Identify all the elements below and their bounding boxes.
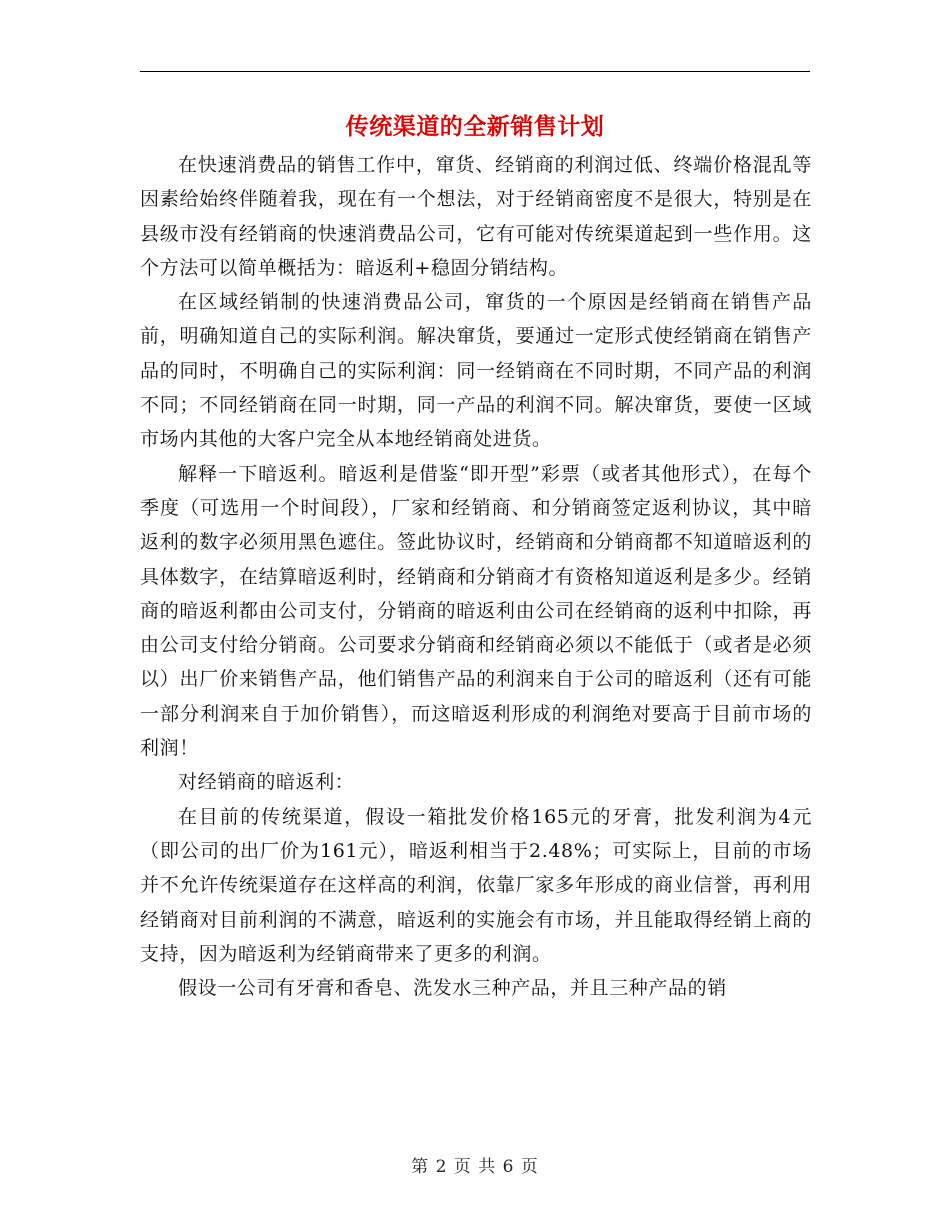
document-title: 传统渠道的全新销售计划 (345, 113, 605, 140)
paragraph-3: 解释一下暗返利。暗返利是借鉴“即开型”彩票（或者其他形式），在每个季度（可选用一个时间段），厂家和经销商、和分销商签定返利协议，其中暗返利的数字必须用黑色遮住。签此协议时，经销商和分销商都不知道暗返利的具体数字，在结算暗返利时，经销商和分销商才有资格知道返利是多少。经销商的暗返利都由公司支付，分销商的暗返利由公司在经销商的返利中扣除，再由公司支付给分销商。公司要求分销商和经销商必须以不能低于（或者是必须以）出厂价来销售产品，他们销售产品的利润来自于公司的暗返利（还有可能一部分利润来自于加价销售），而这暗返利形成的利润绝对要高于目前市场的利润！ (140, 462, 812, 760)
document-body (140, 148, 812, 1005)
header-rule (140, 71, 810, 72)
page-number-footer: 第 2 页 共 6 页 (411, 1157, 539, 1177)
paragraph-1: 在快速消费品的销售工作中，窜货、经销商的利润过低、终端价格混乱等因素给始终伴随着我，现在有一个想法，对于经销商密度不是很大，特别是在县级市没有经销商的快速消费品公司，它有可能对传统渠道起到一些作用。这个方法可以简单概括为：暗返利+稳固分销结构。 (140, 154, 812, 279)
paragraph-2: 在区域经销制的快速消费品公司，窜货的一个原因是经销商在销售产品前，明确知道自己的实际利润。解决窜货，要通过一定形式使经销商在销售产品的同时，不明确自己的实际利润：同一经销商在不同时期，不同产品的利润不同；不同经销商在同一时期，同一产品的利润不同。解决窜货，要使一区域市场内其他的大客户完全从本地经销商处进货。 (140, 291, 812, 451)
paragraph-6: 假设一公司有牙膏和香皂、洗发水三种产品，并且三种产品的销 (178, 977, 727, 1000)
paragraph-5: 在目前的传统渠道，假设一箱批发价格165元的牙膏，批发利润为4元（即公司的出厂价为161元），暗返利相当于2.48%；可实际上，目前的市场并不允许传统渠道存在这样高的利润，依靠厂家多年形成的商业信誉，再利用经销商对目前利润的不满意，暗返利的实施会有市场，并且能取得经销上商的支持，因为暗返利为经销商带来了更多的利润。 (140, 805, 812, 965)
paragraph-4: 对经销商的暗返利： (178, 771, 355, 794)
